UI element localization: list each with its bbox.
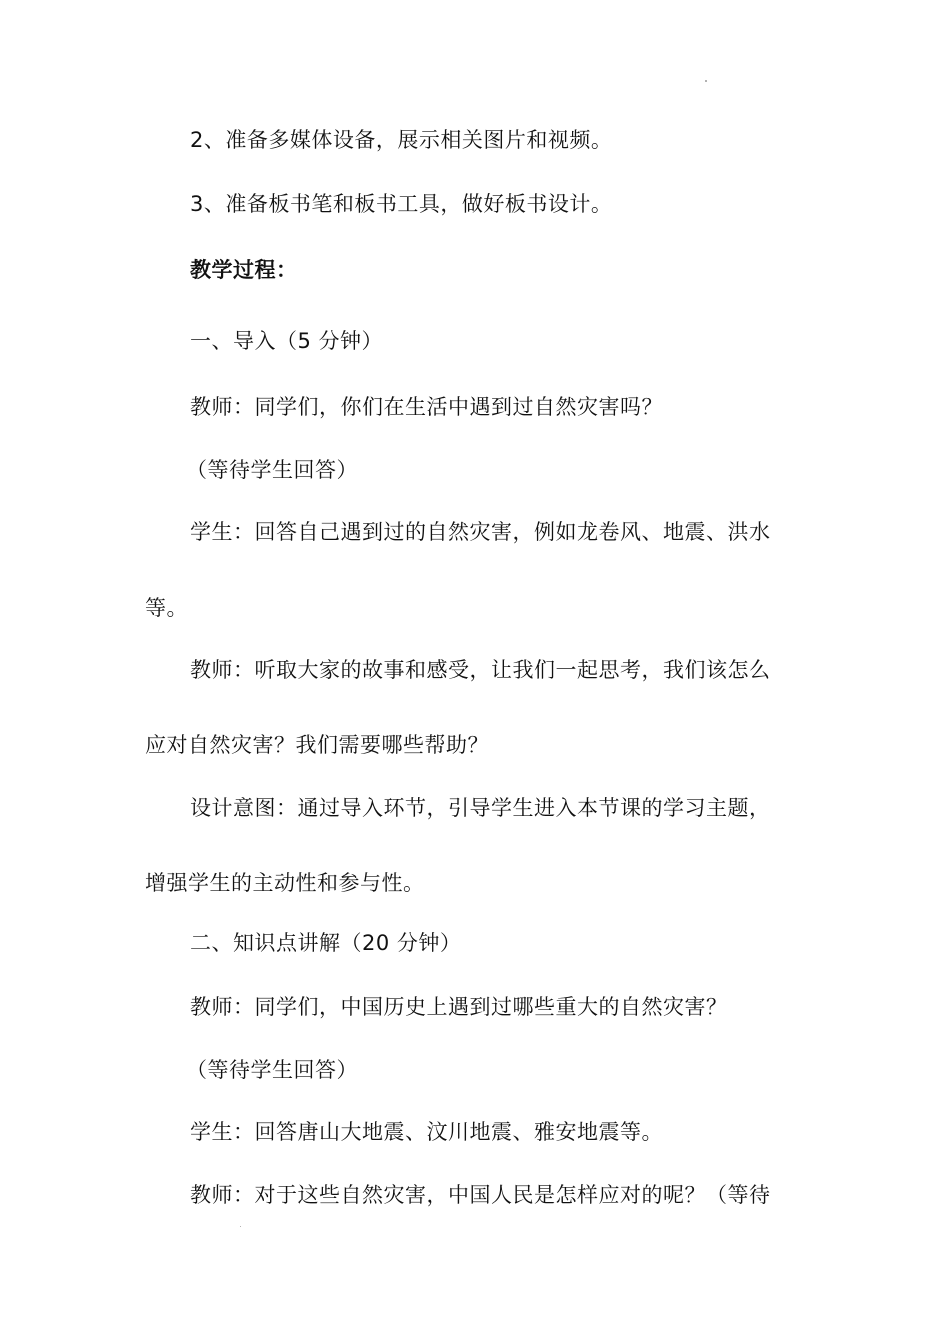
paragraph-teacher-reflection: 教师：听取大家的故事和感受，让我们一起思考，我们该怎么	[190, 658, 771, 682]
paragraph-design-intent-cont: 增强学生的主动性和参与性。	[145, 871, 425, 895]
paragraph-wait-answer-2: （等待学生回答）	[186, 1058, 358, 1082]
step-heading-intro: 一、导入（5 分钟）	[190, 329, 384, 353]
paragraph-design-intent: 设计意图：通过导入环节，引导学生进入本节课的学习主题，	[190, 796, 771, 820]
paragraph-student-answer-1-cont: 等。	[145, 596, 188, 620]
scan-speck	[240, 1226, 241, 1227]
paragraph-teacher-question-3: 教师：对于这些自然灾害，中国人民是怎样应对的呢？（等待	[190, 1183, 771, 1207]
paragraph-student-answer-2: 学生：回答唐山大地震、汶川地震、雅安地震等。	[190, 1120, 663, 1144]
paragraph-student-answer-1: 学生：回答自己遇到过的自然灾害，例如龙卷风、地震、洪水	[190, 520, 771, 544]
step-heading-knowledge: 二、知识点讲解（20 分钟）	[190, 931, 462, 955]
prep-item-3: 3、准备板书笔和板书工具，做好板书设计。	[190, 192, 613, 216]
paragraph-teacher-question-2: 教师：同学们，中国历史上遇到过哪些重大的自然灾害？	[190, 995, 728, 1019]
prep-item-2: 2、准备多媒体设备，展示相关图片和视频。	[190, 128, 613, 152]
paragraph-wait-answer-1: （等待学生回答）	[186, 458, 358, 482]
paragraph-teacher-reflection-cont: 应对自然灾害？我们需要哪些帮助？	[145, 733, 489, 757]
paragraph-teacher-question-1: 教师：同学们，你们在生活中遇到过自然灾害吗？	[190, 395, 663, 419]
section-heading-teaching-process: 教学过程：	[190, 258, 298, 282]
scan-speck	[705, 80, 707, 82]
